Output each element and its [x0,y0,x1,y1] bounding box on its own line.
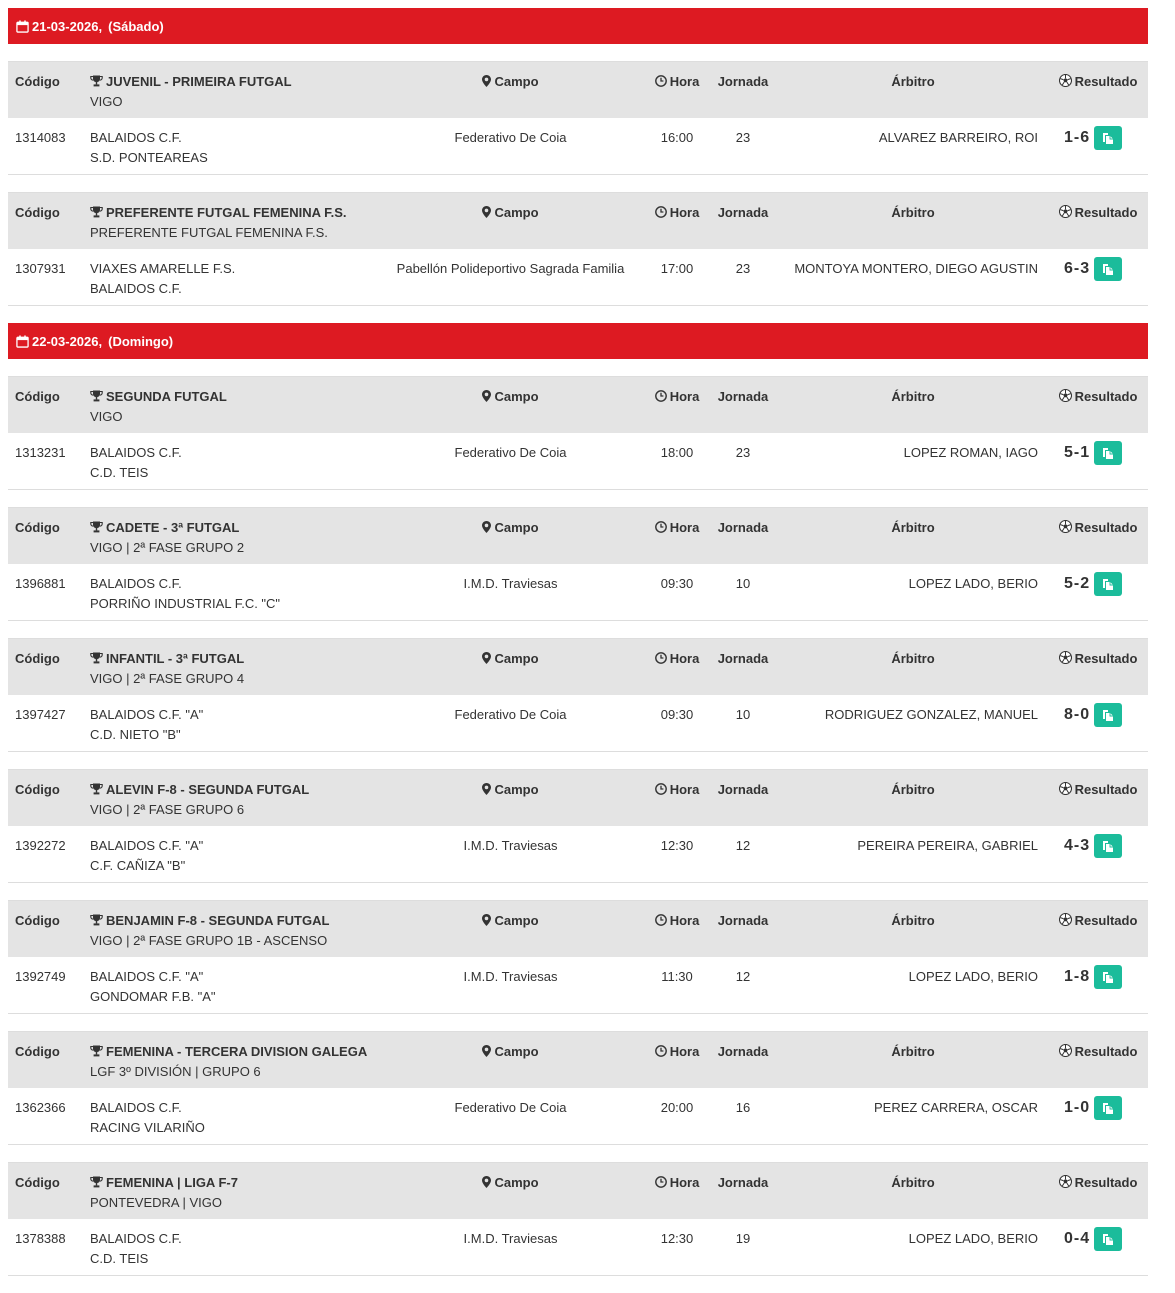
hora-header: Hora [647,1173,707,1193]
competition-cell [90,387,227,427]
match-header-row [8,769,1148,826]
calendar-icon [16,20,29,33]
teams-cell [90,836,203,876]
arbitro-value: PEREZ CARRERA, OSCAR [874,1100,1038,1115]
campo-value[interactable]: I.M.D. Traviesas [463,576,558,591]
match-score: 5-2 [1064,575,1091,592]
arbitro-header: Árbitro [891,913,935,928]
campo-value[interactable]: Federativo De Coia [454,445,567,460]
hora-value: 17:00 [660,261,694,276]
copy-icon [1102,447,1114,460]
match-report-button[interactable] [1094,441,1122,465]
competition-group: VIGO | 2ª FASE GRUPO 4 [90,671,245,686]
match-card [8,1031,1148,1145]
jornada-header: Jornada [717,1044,769,1059]
map-marker-icon [482,1045,491,1057]
arbitro-header: Árbitro [891,651,935,666]
map-marker-icon [482,652,491,664]
codigo-header: Código [15,520,60,535]
home-team[interactable]: BALAIDOS C.F. [90,1231,182,1246]
soccer-ball-icon [1059,74,1072,87]
jornada-value: 10 [735,576,751,591]
match-header-row [8,507,1148,564]
copy-icon [1102,578,1114,591]
match-card [8,1162,1148,1276]
day-section [8,8,1148,306]
resultado-header: Resultado [1048,911,1148,931]
soccer-ball-icon [1059,389,1072,402]
away-team[interactable]: PORRIÑO INDUSTRIAL F.C. "C" [90,596,281,611]
result-cell [1064,257,1122,281]
soccer-ball-icon [1059,913,1072,926]
map-marker-icon [482,75,491,87]
competition-name: PREFERENTE FUTGAL FEMENINA F.S. [106,205,347,220]
arbitro-value: LOPEZ LADO, BERIO [908,1231,1038,1246]
match-card [8,769,1148,883]
match-card [8,61,1148,175]
codigo-header: Código [15,913,60,928]
campo-value[interactable]: Federativo De Coia [454,707,567,722]
teams-cell [90,574,280,614]
hora-header: Hora [647,649,707,669]
competition-name: FEMENINA - TERCERA DIVISION GALEGA [106,1044,368,1059]
arbitro-value: LOPEZ ROMAN, IAGO [903,445,1038,460]
result-cell [1064,703,1122,727]
match-data-row [8,1088,1148,1145]
match-header-row [8,900,1148,957]
away-team[interactable]: GONDOMAR F.B. "A" [90,989,216,1004]
teams-cell [90,443,182,483]
teams-cell [90,1098,205,1138]
hora-value: 18:00 [660,445,694,460]
competition-cell [90,203,347,243]
home-team[interactable]: BALAIDOS C.F. "A" [90,707,204,722]
campo-header: Campo [348,518,673,538]
match-header-row [8,61,1148,118]
trophy-icon [90,521,103,533]
match-code: 1314083 [15,130,66,145]
campo-header: Campo [348,72,673,92]
competition-name: FEMENINA | LIGA F-7 [106,1175,238,1190]
trophy-icon [90,652,103,664]
clock-icon [655,75,667,87]
match-data-row [8,695,1148,752]
map-marker-icon [482,783,491,795]
result-cell [1064,1227,1122,1251]
campo-header: Campo [348,911,673,931]
arbitro-header: Árbitro [891,520,935,535]
jornada-value: 23 [735,130,751,145]
home-team[interactable]: BALAIDOS C.F. [90,1100,182,1115]
home-team[interactable]: BALAIDOS C.F. [90,130,182,145]
away-team[interactable]: C.F. CAÑIZA "B" [90,858,186,873]
clock-icon [655,1045,667,1057]
match-data-row [8,564,1148,621]
competition-group: VIGO | 2ª FASE GRUPO 2 [90,540,245,555]
jornada-value: 10 [735,707,751,722]
match-code: 1307931 [15,261,66,276]
arbitro-header: Árbitro [891,1044,935,1059]
match-report-button[interactable] [1094,1227,1122,1251]
hora-value: 16:00 [660,130,694,145]
match-report-button[interactable] [1094,572,1122,596]
away-team[interactable]: BALAIDOS C.F. [90,281,182,296]
map-marker-icon [482,521,491,533]
teams-cell [90,1229,182,1269]
home-team[interactable]: BALAIDOS C.F. [90,445,182,460]
match-code: 1362366 [15,1100,66,1115]
trophy-icon [90,390,103,402]
match-code: 1396881 [15,576,66,591]
clock-icon [655,914,667,926]
match-code: 1313231 [15,445,66,460]
copy-icon [1102,263,1114,276]
map-marker-icon [482,390,491,402]
match-data-row [8,957,1148,1014]
day-date: 21-03-2026, [32,18,103,34]
clock-icon [655,652,667,664]
soccer-ball-icon [1059,520,1072,533]
match-data-row [8,249,1148,306]
away-team[interactable]: S.D. PONTEAREAS [90,150,208,165]
away-team[interactable]: C.D. NIETO "B" [90,727,181,742]
campo-value[interactable]: Pabellón Polideportivo Sagrada Familia [396,261,625,276]
match-list [8,376,1148,1276]
away-team[interactable]: RACING VILARIÑO [90,1120,205,1135]
arbitro-value: PEREIRA PEREIRA, GABRIEL [857,838,1038,853]
match-card [8,376,1148,490]
match-score: 4-3 [1064,837,1091,854]
teams-cell [90,128,208,168]
match-card [8,900,1148,1014]
hora-value: 11:30 [661,969,693,984]
teams-cell [90,705,203,745]
clock-icon [655,1176,667,1188]
match-header-row [8,638,1148,695]
campo-header: Campo [348,780,673,800]
resultado-header: Resultado [1048,1173,1148,1193]
jornada-value: 16 [735,1100,751,1115]
resultado-header: Resultado [1048,72,1148,92]
map-marker-icon [482,206,491,218]
soccer-ball-icon [1059,782,1072,795]
teams-cell [90,967,216,1007]
hora-value: 20:00 [660,1100,694,1115]
campo-value[interactable]: I.M.D. Traviesas [463,838,558,853]
day-weekday: (Sábado) [108,18,164,34]
clock-icon [655,521,667,533]
competition-group: PREFERENTE FUTGAL FEMENINA F.S. [90,225,328,240]
resultado-header: Resultado [1048,780,1148,800]
jornada-header: Jornada [717,205,769,220]
competition-name: ALEVIN F-8 - SEGUNDA FUTGAL [106,782,310,797]
home-team[interactable]: BALAIDOS C.F. "A" [90,838,204,853]
arbitro-value: MONTOYA MONTERO, DIEGO AGUSTIN [794,261,1038,276]
hora-header: Hora [647,203,707,223]
campo-header: Campo [348,1042,673,1062]
arbitro-value: ALVAREZ BARREIRO, ROI [878,130,1038,145]
result-cell [1064,1096,1122,1120]
match-header-row [8,1031,1148,1088]
jornada-header: Jornada [717,782,769,797]
competition-group: VIGO [90,94,123,109]
hora-header: Hora [647,518,707,538]
competition-name: INFANTIL - 3ª FUTGAL [106,651,245,666]
jornada-header: Jornada [717,520,769,535]
competition-group: LGF 3º DIVISIÓN | GRUPO 6 [90,1064,261,1079]
campo-header: Campo [348,1173,673,1193]
match-score: 1-8 [1064,968,1091,985]
trophy-icon [90,914,103,926]
jornada-value: 12 [735,838,751,853]
result-cell [1064,126,1122,150]
match-code: 1392272 [15,838,66,853]
match-score: 1-6 [1064,129,1091,146]
resultado-header: Resultado [1048,203,1148,223]
campo-value[interactable]: Federativo De Coia [454,130,567,145]
copy-icon [1102,132,1114,145]
hora-header: Hora [647,780,707,800]
competition-group: VIGO | 2ª FASE GRUPO 6 [90,802,245,817]
match-data-row [8,1219,1148,1276]
codigo-header: Código [15,1044,60,1059]
day-weekday: (Domingo) [108,333,174,349]
competition-group: PONTEVEDRA | VIGO [90,1195,222,1210]
jornada-value: 19 [735,1231,751,1246]
campo-value[interactable]: I.M.D. Traviesas [463,1231,558,1246]
result-cell [1064,572,1122,596]
soccer-ball-icon [1059,1175,1072,1188]
resultado-header: Resultado [1048,518,1148,538]
campo-value[interactable]: I.M.D. Traviesas [463,969,558,984]
match-data-row [8,826,1148,883]
arbitro-header: Árbitro [891,205,935,220]
competition-cell [90,911,329,951]
competition-name: SEGUNDA FUTGAL [106,389,227,404]
jornada-header: Jornada [717,1175,769,1190]
teams-cell [90,259,235,299]
resultado-header: Resultado [1048,1042,1148,1062]
match-header-row [8,192,1148,249]
home-team[interactable]: VIAXES AMARELLE F.S. [90,261,236,276]
home-team[interactable]: BALAIDOS C.F. [90,576,182,591]
hora-header: Hora [647,911,707,931]
home-team[interactable]: BALAIDOS C.F. "A" [90,969,204,984]
arbitro-header: Árbitro [891,74,935,89]
trophy-icon [90,1176,103,1188]
hora-value: 12:30 [660,1231,694,1246]
copy-icon [1102,709,1114,722]
clock-icon [655,390,667,402]
map-marker-icon [482,1176,491,1188]
away-team[interactable]: C.D. TEIS [90,1251,149,1266]
competition-name: BENJAMIN F-8 - SEGUNDA FUTGAL [106,913,330,928]
competition-cell [90,1173,238,1213]
match-data-row [8,433,1148,490]
arbitro-value: LOPEZ LADO, BERIO [908,576,1038,591]
day-header [8,323,1148,359]
arbitro-header: Árbitro [891,389,935,404]
competition-group: VIGO | 2ª FASE GRUPO 1B - ASCENSO [90,933,328,948]
hora-value: 09:30 [660,576,694,591]
copy-icon [1102,840,1114,853]
jornada-value: 23 [735,261,751,276]
competition-cell [90,1042,367,1082]
match-list [8,61,1148,306]
copy-icon [1102,1102,1114,1115]
competition-cell [90,649,244,689]
arbitro-value: LOPEZ LADO, BERIO [908,969,1038,984]
match-header-row [8,1162,1148,1219]
campo-header: Campo [348,203,673,223]
match-score: 0-4 [1064,1230,1091,1247]
match-card [8,507,1148,621]
hora-header: Hora [647,72,707,92]
match-report-button[interactable] [1094,126,1122,150]
competition-cell [90,780,309,820]
campo-header: Campo [348,387,673,407]
clock-icon [655,206,667,218]
match-report-button[interactable] [1094,1096,1122,1120]
codigo-header: Código [15,74,60,89]
hora-value: 09:30 [660,707,694,722]
soccer-ball-icon [1059,205,1072,218]
match-report-button[interactable] [1094,834,1122,858]
match-header-row [8,376,1148,433]
hora-header: Hora [647,387,707,407]
jornada-header: Jornada [717,651,769,666]
result-cell [1064,834,1122,858]
trophy-icon [90,1045,103,1057]
soccer-ball-icon [1059,651,1072,664]
codigo-header: Código [15,389,60,404]
match-report-button[interactable] [1094,703,1122,727]
competition-name: CADETE - 3ª FUTGAL [106,520,240,535]
matches-schedule [8,8,1148,1293]
match-card [8,192,1148,306]
jornada-header: Jornada [717,389,769,404]
jornada-header: Jornada [717,74,769,89]
match-data-row [8,118,1148,175]
competition-cell [90,72,292,112]
jornada-value: 23 [735,445,751,460]
match-code: 1397427 [15,707,66,722]
resultado-header: Resultado [1048,649,1148,669]
jornada-header: Jornada [717,913,769,928]
hora-value: 12:30 [660,838,694,853]
result-cell [1064,441,1122,465]
arbitro-header: Árbitro [891,1175,935,1190]
competition-cell [90,518,244,558]
match-card [8,638,1148,752]
match-score: 1-0 [1064,1099,1091,1116]
match-code: 1392749 [15,969,66,984]
match-score: 5-1 [1064,444,1091,461]
soccer-ball-icon [1059,1044,1072,1057]
match-code: 1378388 [15,1231,66,1246]
codigo-header: Código [15,782,60,797]
copy-icon [1102,1233,1114,1246]
campo-value[interactable]: Federativo De Coia [454,1100,567,1115]
trophy-icon [90,783,103,795]
copy-icon [1102,971,1114,984]
arbitro-value: RODRIGUEZ GONZALEZ, MANUEL [824,707,1038,722]
result-cell [1064,965,1122,989]
campo-header: Campo [348,649,673,669]
day-section [8,323,1148,1276]
day-date: 22-03-2026, [32,333,103,349]
codigo-header: Código [15,1175,60,1190]
resultado-header: Resultado [1048,387,1148,407]
clock-icon [655,783,667,795]
arbitro-header: Árbitro [891,782,935,797]
codigo-header: Código [15,205,60,220]
match-score: 6-3 [1064,260,1091,277]
match-score: 8-0 [1064,706,1091,723]
trophy-icon [90,75,103,87]
match-report-button[interactable] [1094,965,1122,989]
calendar-icon [16,335,29,348]
jornada-value: 12 [735,969,751,984]
hora-header: Hora [647,1042,707,1062]
codigo-header: Código [15,651,60,666]
competition-name: JUVENIL - PRIMEIRA FUTGAL [106,74,292,89]
day-header [8,8,1148,44]
trophy-icon [90,206,103,218]
match-report-button[interactable] [1094,257,1122,281]
map-marker-icon [482,914,491,926]
away-team[interactable]: C.D. TEIS [90,465,149,480]
competition-group: VIGO [90,409,123,424]
